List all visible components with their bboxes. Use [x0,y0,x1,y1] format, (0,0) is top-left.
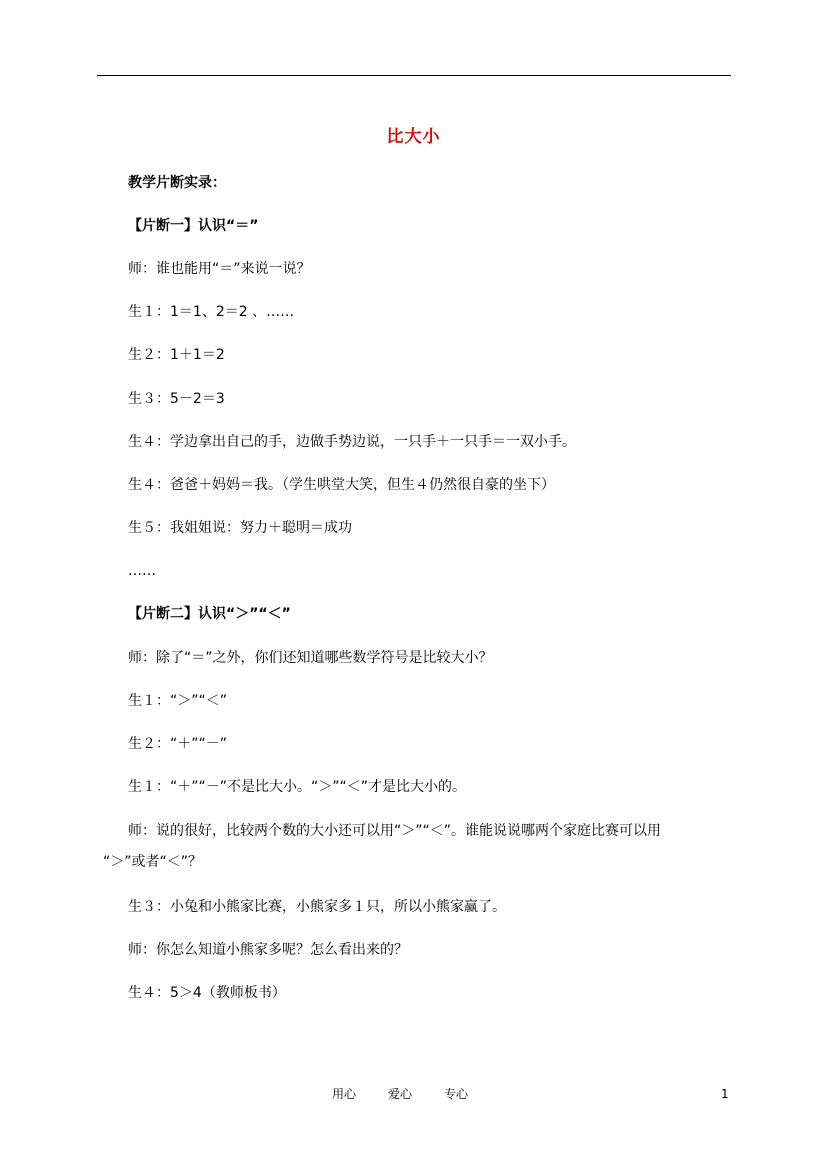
paragraph: 生４：5＞4（教师板书） [128,985,286,1001]
paragraph: 师：你怎么知道小熊家多呢？怎么看出来的？ [128,942,408,958]
segment-2-heading: 【片断二】认识“＞”“＜” [128,606,291,622]
paragraph: 师：说的很好，比较两个数的大小还可以用“＞”“＜”。谁能说说哪两个家庭比赛可以用 [128,823,662,839]
paragraph-continuation: “＞”或者“＜”？ [103,854,203,870]
footer-motto: 用心 [332,1087,357,1101]
paragraph: 生１：“＋”“－”不是比大小。“＞”“＜”才是比大小的。 [128,779,467,795]
page-number: 1 [721,1087,729,1101]
paragraph: 师：除了“＝”之外，你们还知道哪些数学符号是比较大小？ [128,650,493,666]
paragraph: 生４：学边拿出自己的手，边做手势边说，一只手＋一只手＝一双小手。 [128,434,576,450]
paragraph: 生３：5－2＝3 [128,391,225,407]
paragraph: 师：谁也能用“＝”来说一说？ [128,261,311,277]
paragraph: 生１：“＞”“＜” [128,693,228,709]
paragraph: 生４：爸爸＋妈妈＝我。（学生哄堂大笑，但生４仍然很自豪的坐下） [128,477,555,493]
paragraph: …… [128,563,156,579]
segment-1-heading: 【片断一】认识“＝” [128,218,259,234]
footer-motto: 爱心 [388,1087,413,1101]
paragraph: 生２：1＋1＝2 [128,347,225,363]
section-intro: 教学片断实录： [128,175,226,191]
paragraph: 生２：“＋”“－” [128,736,228,752]
document-title: 比大小 [386,127,441,147]
paragraph: 生５：我姐姐说：努力＋聪明＝成功 [128,520,352,536]
footer-motto: 专心 [444,1087,469,1101]
paragraph: 生１：1＝1、2＝2 、…… [128,304,295,320]
header-rule [97,75,731,76]
paragraph: 生３：小兔和小熊家比赛，小熊家多１只，所以小熊家赢了。 [128,899,506,915]
